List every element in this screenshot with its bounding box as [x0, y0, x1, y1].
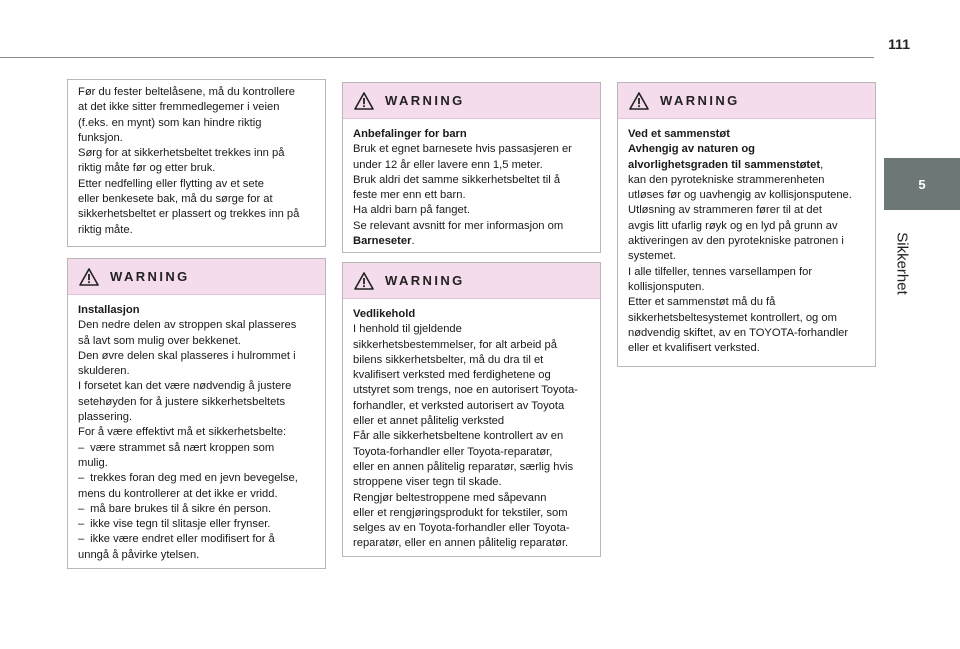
warning-line: feste mer enn ett barn.	[353, 189, 466, 202]
warning-header	[343, 263, 600, 299]
warning-header	[618, 83, 875, 119]
warning-line: eller et kvalifisert verksted.	[628, 342, 760, 355]
warning-line: Den øvre delen skal plasseres i hulrommet i	[78, 349, 296, 362]
punctuation: .	[411, 235, 415, 248]
warning-body	[68, 295, 325, 571]
warning-subheading: Avhengig av naturen og	[628, 143, 756, 156]
warning-line: Får alle sikkerhetsbeltene kontrollert av en	[353, 430, 564, 443]
warning-heading: Ved et sammenstøt	[628, 128, 730, 140]
warning-line: selges av en Toyota-forhandler eller Toyota-	[353, 522, 570, 535]
warning-title: WARNING	[110, 269, 190, 284]
chapter-number: 5	[918, 176, 926, 192]
intro-line: (f.eks. en mynt) som kan hindre riktig	[78, 116, 262, 129]
warning-line: Bruk et egnet barnesete hvis passasjeren er	[353, 143, 572, 156]
dash-marker: –	[78, 472, 85, 485]
warning-header	[68, 259, 325, 295]
warning-line: plassering.	[78, 411, 133, 424]
warning-line: utstyret som trengs, noe en autorisert Toyota-	[353, 384, 578, 397]
warning-line: reparatør, eller en annen pålitelig reparatør.	[353, 537, 569, 550]
warning-line: kollisjonsputen.	[628, 280, 705, 293]
warning-body	[618, 119, 875, 364]
warning-line: Ha aldri barn på fanget.	[353, 204, 470, 217]
warning-line: Den nedre delen av stroppen skal plasseres	[78, 319, 297, 332]
warning-line: kvalifisert verksted med ferdighetene og	[353, 369, 551, 382]
warning-line: systemet.	[628, 250, 676, 263]
warning-line: forhandler, et verksted autorisert av Toyota	[353, 399, 565, 412]
intro-line: funksjon.	[78, 131, 123, 144]
warning-triangle-icon	[79, 268, 99, 286]
bullet-text: trekkes foran deg med en jevn bevegelse,	[90, 472, 298, 485]
warning-title: WARNING	[660, 93, 740, 108]
warning-line: Rengjør beltestroppene med såpevann	[353, 491, 547, 504]
intro-line: eller benkesete bak, må du sørge for at	[78, 193, 273, 206]
warning-line: Bruk aldri det samme sikkerhetsbeltet til å	[353, 173, 561, 186]
dash-marker: –	[78, 518, 85, 531]
dash-marker: –	[78, 502, 85, 515]
warning-line: eller en annen pålitelig reparatør, særlig hvis	[353, 460, 574, 473]
warning-line: I alle tilfeller, tennes varsellampen for	[628, 265, 813, 278]
bullet-text: må bare brukes til å sikre én person.	[90, 502, 272, 515]
punctuation: ,	[820, 158, 824, 171]
bullet-continuation: mens du kontrollerer at det ikke er vridd.	[78, 487, 278, 500]
warning-line: under 12 år eller lavere enn 1,5 meter.	[353, 158, 543, 171]
warning-line: For å være effektivt må et sikkerhetsbelte:	[78, 426, 287, 439]
bullet-item	[78, 471, 315, 486]
dash-marker: –	[78, 441, 85, 454]
warning-line: utløses før og uavhengig av kollisjonsputene.	[628, 189, 852, 202]
warning-header	[343, 83, 600, 119]
warning-line: sikkerhetsbeltesystemet kontrollert, og om	[628, 311, 837, 324]
warning-triangle-icon	[629, 92, 649, 110]
warning-line: I henhold til gjeldende	[353, 323, 462, 336]
chapter-title: Sikkerhet	[893, 232, 911, 295]
bullet-item	[78, 517, 315, 532]
page-number: 111	[888, 36, 910, 52]
intro-line: Etter nedfelling eller flytting av et sete	[78, 177, 264, 190]
warning-box-installasjon	[67, 258, 326, 569]
warning-box-barn	[342, 82, 601, 253]
warning-subheading-line	[628, 158, 865, 173]
bullet-text: ikke være endret eller modifisert for å	[90, 533, 275, 546]
intro-line: at det ikke sitter fremmedlegemer i veien	[78, 101, 280, 114]
warning-line: stroppene viser tegn til skade.	[353, 476, 502, 489]
warning-line: eller et annet pålitelig verksted	[353, 415, 505, 428]
warning-line: Toyota-forhandler eller Toyota-reparatør,	[353, 445, 553, 458]
warning-line: så lavt som mulig over bekkenet.	[78, 334, 241, 347]
warning-box-vedlikehold	[342, 262, 601, 557]
bullet-continuation: unngå å påvirke ytelsen.	[78, 548, 200, 561]
intro-line: riktig måte.	[78, 223, 133, 236]
intro-line: Sørg for at sikkerhetsbeltet trekkes inn på	[78, 147, 285, 160]
warning-line: skulderen.	[78, 365, 130, 378]
warning-line: kan den pyrotekniske strammerenheten	[628, 173, 825, 186]
warning-line: I forsetet kan det være nødvendig å justere	[78, 380, 292, 393]
warning-line: Etter et sammenstøt må du få	[628, 296, 776, 309]
warning-heading: Anbefalinger for barn	[353, 128, 467, 140]
warning-body	[343, 119, 600, 257]
intro-box	[67, 79, 326, 247]
warning-line	[353, 234, 590, 249]
warning-line: setehøyden for å justere sikkerhetsbeltets	[78, 395, 286, 408]
dash-marker: –	[78, 533, 85, 546]
intro-line: sikkerhetsbeltet er plassert og trekkes inn på	[78, 208, 300, 221]
bullet-item	[78, 502, 315, 517]
warning-line: sikkerhetsbestemmelser, for alt arbeid på	[353, 338, 557, 351]
bullet-text: ikke vise tegn til slitasje eller frynser.	[90, 518, 271, 531]
warning-body	[343, 299, 600, 560]
warning-line: aktiveringen av den pyrotekniske patronen i	[628, 235, 844, 248]
warning-line: Utløsning av strammeren fører til at det	[628, 204, 822, 217]
warning-line: nødvendig skiftet, av en TOYOTA-forhandler	[628, 326, 849, 339]
warning-subheading-bold: alvorlighetsgraden til sammenstøtet	[628, 158, 821, 171]
intro-line: riktig måte før og etter bruk.	[78, 162, 216, 175]
bullet-continuation: mulig.	[78, 456, 108, 469]
warning-box-sammenstot	[617, 82, 876, 367]
warning-title: WARNING	[385, 93, 465, 108]
warning-triangle-icon	[354, 272, 374, 290]
cross-reference: Barneseter	[353, 235, 412, 248]
header-rule	[0, 57, 874, 58]
warning-triangle-icon	[354, 92, 374, 110]
intro-text	[78, 85, 315, 238]
chapter-tab[interactable]	[884, 158, 960, 210]
warning-heading: Vedlikehold	[353, 308, 416, 320]
bullet-item	[78, 441, 315, 456]
warning-line: eller et rengjøringsprodukt for tekstiler, som	[353, 506, 568, 519]
warning-title: WARNING	[385, 273, 465, 288]
bullet-item	[78, 532, 315, 547]
warning-heading: Installasjon	[78, 304, 140, 316]
warning-line: avgis litt ufarlig røyk og en lyd på grunn av	[628, 219, 838, 232]
warning-line: Se relevant avsnitt for mer informasjon om	[353, 219, 564, 232]
bullet-text: være strammet så nært kroppen som	[90, 441, 275, 454]
intro-line: Før du fester beltelåsene, må du kontrollere	[78, 86, 296, 98]
warning-line: bilens sikkerhetsbelter, må du dra til et	[353, 353, 544, 366]
